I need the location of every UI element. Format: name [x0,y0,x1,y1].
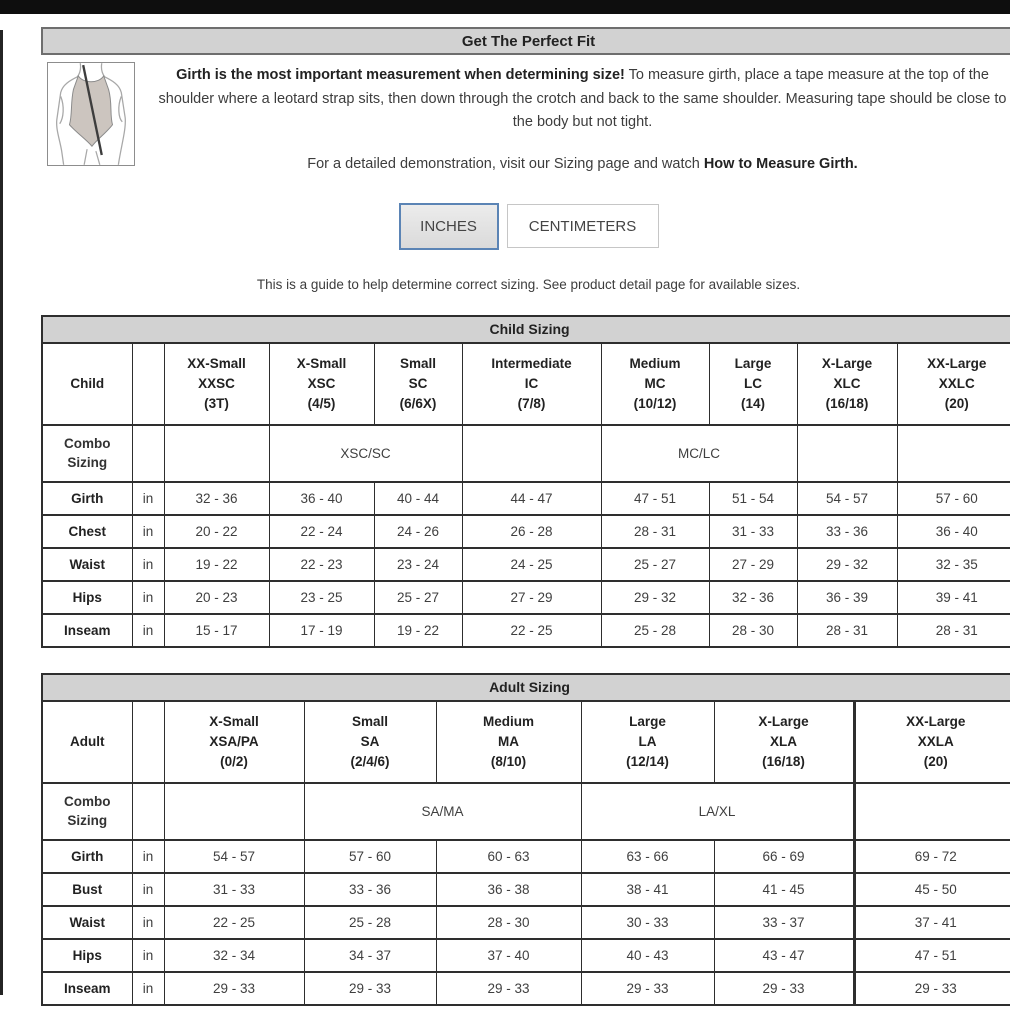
leotard-figure-icon [48,63,134,165]
table-corner-label: Adult [42,701,132,783]
value-cell: 34 - 37 [304,939,436,972]
column-header: X-Large XLC (16/18) [797,343,897,425]
value-cell: 37 - 41 [854,906,1010,939]
combo-cell [854,783,1010,840]
row-label: Inseam [42,972,132,1005]
child-table-body [42,482,1010,647]
value-cell: 39 - 41 [897,581,1010,614]
value-cell: 45 - 50 [854,873,1010,906]
table-row [42,873,1010,906]
value-cell: 25 - 28 [601,614,709,647]
table-row [42,515,1010,548]
value-cell: 36 - 40 [269,482,374,515]
value-cell: 63 - 66 [581,840,714,873]
value-cell: 31 - 33 [164,873,304,906]
table-row [42,906,1010,939]
value-cell: 29 - 32 [797,548,897,581]
combo-cell [164,783,304,840]
table-row [42,548,1010,581]
column-header: Small SA (2/4/6) [304,701,436,783]
girth-instructions [149,64,1010,135]
unit-cell [132,783,164,840]
girth-instructions-rest: To measure girth, place a tape measure at the top of the shoulder where a leotard strap sits, then down through the crotch and back to the same shoulder. Measuring tape should be close to the body but not tight. [158,67,1007,130]
value-cell: 27 - 29 [462,581,601,614]
value-cell: 60 - 63 [436,840,581,873]
value-cell: 54 - 57 [164,840,304,873]
value-cell: 47 - 51 [601,482,709,515]
child-sizing-table [41,315,1010,648]
row-label: Chest [42,515,132,548]
value-cell: 29 - 32 [601,581,709,614]
sizing-guide-note: This is a guide to help determine correct sizing. See product detail page for available sizes. [256,276,801,292]
value-cell: 32 - 36 [164,482,269,515]
inches-button[interactable]: INCHES [399,203,499,250]
value-cell: 36 - 39 [797,581,897,614]
combo-cell: XSC/SC [269,425,462,482]
column-header: X-Small XSC (4/5) [269,343,374,425]
row-label: Girth [42,840,132,873]
combo-cell: MC/LC [601,425,797,482]
value-cell: 27 - 29 [709,548,797,581]
adult-sizing-table [41,673,1010,1006]
table-corner-label: Child [42,343,132,425]
table-row [42,939,1010,972]
value-cell: 54 - 57 [797,482,897,515]
value-cell: 29 - 33 [714,972,854,1005]
table-title-row [42,316,1010,343]
unit-cell: in [132,515,164,548]
value-cell: 26 - 28 [462,515,601,548]
value-cell: 51 - 54 [709,482,797,515]
centimeters-button[interactable]: CENTIMETERS [507,204,659,248]
value-cell: 29 - 33 [436,972,581,1005]
value-cell: 33 - 37 [714,906,854,939]
table-title-row [42,674,1010,701]
value-cell: 40 - 43 [581,939,714,972]
column-header: Large LA (12/14) [581,701,714,783]
combo-sizing-label: Combo Sizing [42,783,132,840]
value-cell: 47 - 51 [854,939,1010,972]
left-edge-bar [0,30,3,995]
demo-note [149,156,1010,172]
row-label: Hips [42,581,132,614]
unit-column-header [132,701,164,783]
unit-cell: in [132,906,164,939]
combo-sizing-row [42,783,1010,840]
value-cell: 25 - 28 [304,906,436,939]
value-cell: 36 - 40 [897,515,1010,548]
table-row [42,581,1010,614]
unit-cell: in [132,614,164,647]
column-header: XX-Large XXLC (20) [897,343,1010,425]
value-cell: 24 - 25 [462,548,601,581]
row-label: Waist [42,548,132,581]
unit-cell: in [132,548,164,581]
value-cell: 29 - 33 [854,972,1010,1005]
value-cell: 29 - 33 [304,972,436,1005]
value-cell: 33 - 36 [797,515,897,548]
value-cell: 32 - 34 [164,939,304,972]
value-cell: 20 - 23 [164,581,269,614]
value-cell: 32 - 35 [897,548,1010,581]
column-header: Medium MA (8/10) [436,701,581,783]
combo-sizing-label: Combo Sizing [42,425,132,482]
demo-note-bold: How to Measure Girth. [703,155,858,172]
row-label: Girth [42,482,132,515]
table-row [42,972,1010,1005]
page-title: Get The Perfect Fit [41,27,1010,55]
row-label: Waist [42,906,132,939]
unit-toggle [41,203,1010,250]
girth-instructions-bold: Girth is the most important measurement when determining size! [176,67,625,83]
row-label: Inseam [42,614,132,647]
table-title: Adult Sizing [42,674,1010,701]
unit-cell: in [132,581,164,614]
value-cell: 28 - 31 [601,515,709,548]
value-cell: 25 - 27 [601,548,709,581]
value-cell: 37 - 40 [436,939,581,972]
table-row [42,840,1010,873]
intro-section [41,62,1010,172]
table-header-row [42,701,1010,783]
column-header: Small SC (6/6X) [374,343,462,425]
value-cell: 33 - 36 [304,873,436,906]
value-cell: 25 - 27 [374,581,462,614]
value-cell: 69 - 72 [854,840,1010,873]
leotard-shape [70,76,113,146]
table-row [42,482,1010,515]
column-header: Large LC (14) [709,343,797,425]
table-title: Child Sizing [42,316,1010,343]
value-cell: 28 - 30 [436,906,581,939]
intro-text-column [135,62,1010,172]
value-cell: 28 - 30 [709,614,797,647]
value-cell: 28 - 31 [797,614,897,647]
value-cell: 22 - 25 [462,614,601,647]
column-header: XX-Large XXLA (20) [854,701,1010,783]
combo-cell [797,425,897,482]
value-cell: 22 - 23 [269,548,374,581]
value-cell: 30 - 33 [581,906,714,939]
row-label: Bust [42,873,132,906]
row-label: Hips [42,939,132,972]
table-row [42,614,1010,647]
column-header: X-Small XSA/PA (0/2) [164,701,304,783]
combo-cell: LA/XL [581,783,854,840]
value-cell: 28 - 31 [897,614,1010,647]
unit-cell: in [132,482,164,515]
unit-cell: in [132,972,164,1005]
unit-cell [132,425,164,482]
value-cell: 20 - 22 [164,515,269,548]
combo-cell [462,425,601,482]
unit-column-header [132,343,164,425]
combo-sizing-row [42,425,1010,482]
girth-measurement-figure [47,62,135,166]
value-cell: 43 - 47 [714,939,854,972]
value-cell: 29 - 33 [164,972,304,1005]
value-cell: 32 - 36 [709,581,797,614]
unit-cell: in [132,873,164,906]
column-header: Medium MC (10/12) [601,343,709,425]
unit-cell: in [132,939,164,972]
page-content [41,27,1010,1006]
value-cell: 29 - 33 [581,972,714,1005]
top-black-bar [0,0,1010,14]
value-cell: 24 - 26 [374,515,462,548]
combo-cell [897,425,1010,482]
table-header-row [42,343,1010,425]
value-cell: 41 - 45 [714,873,854,906]
unit-cell: in [132,840,164,873]
value-cell: 38 - 41 [581,873,714,906]
value-cell: 23 - 24 [374,548,462,581]
value-cell: 19 - 22 [374,614,462,647]
column-header: X-Large XLA (16/18) [714,701,854,783]
value-cell: 15 - 17 [164,614,269,647]
value-cell: 44 - 47 [462,482,601,515]
value-cell: 23 - 25 [269,581,374,614]
column-header: XX-Small XXSC (3T) [164,343,269,425]
value-cell: 31 - 33 [709,515,797,548]
column-header: Intermediate IC (7/8) [462,343,601,425]
value-cell: 40 - 44 [374,482,462,515]
adult-table-body [42,840,1010,1005]
combo-cell [164,425,269,482]
value-cell: 19 - 22 [164,548,269,581]
value-cell: 22 - 24 [269,515,374,548]
value-cell: 17 - 19 [269,614,374,647]
value-cell: 66 - 69 [714,840,854,873]
value-cell: 22 - 25 [164,906,304,939]
combo-cell: SA/MA [304,783,581,840]
value-cell: 57 - 60 [304,840,436,873]
value-cell: 57 - 60 [897,482,1010,515]
value-cell: 36 - 38 [436,873,581,906]
demo-note-prefix: For a detailed demonstration, visit our Sizing page and watch [307,155,704,172]
